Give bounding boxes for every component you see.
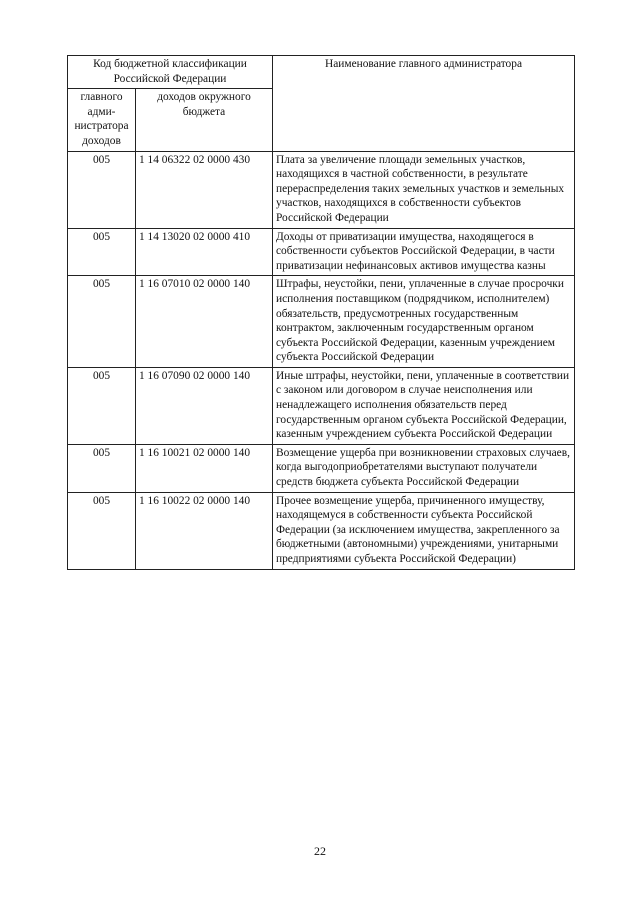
header-budget-code-group: Код бюджетной классификации Российской Федерации [68,56,273,89]
table-row [68,444,575,492]
income-code-cell: 1 14 13020 02 0000 410 [136,228,273,276]
table-row [68,276,575,368]
admin-code-cell: 005 [68,492,136,569]
table-row [68,492,575,569]
income-code-cell: 1 14 06322 02 0000 430 [136,151,273,228]
administrator-name-cell: Возмещение ущерба при возникновении страховых случаев, когда выгодоприобретателями выступают получатели средств бюджета субъекта Российской Федерации [273,444,575,492]
admin-code-cell: 005 [68,367,136,444]
table-header-row-1 [68,56,575,89]
administrator-name-cell: Плата за увеличение площади земельных участков, находящихся в частной собственности, в результате перераспределения таких земельных участков и земельных участков, находящихся в собственности субъектов Российской Федерации [273,151,575,228]
budget-classification-table [67,55,575,570]
admin-code-cell: 005 [68,228,136,276]
income-code-cell: 1 16 07090 02 0000 140 [136,367,273,444]
income-code-cell: 1 16 10021 02 0000 140 [136,444,273,492]
admin-code-cell: 005 [68,151,136,228]
admin-code-cell: 005 [68,444,136,492]
administrator-name-cell: Штрафы, неустойки, пени, уплаченные в случае просрочки исполнения поставщиком (подрядчиком, исполнителем) обязательств, предусмотренных государственным контрактом, заключенным государственным органом субъекта Российской Федерации, казенным учреждением субъекта Российской Федерации [273,276,575,368]
header-administrator-name: Наименование главного администратора [273,56,575,152]
page-number: 22 [314,844,326,858]
administrator-name-cell: Прочее возмещение ущерба, причиненного имуществу, находящемуся в собственности субъекта Российской Федерации (за исключением имущества, закрепленного за бюджетными (автономными) учреждениями, унитарными предприятиями субъекта Российской Федерации) [273,492,575,569]
income-code-cell: 1 16 07010 02 0000 140 [136,276,273,368]
header-district-budget-income: доходов окружного бюджета [136,89,273,151]
admin-code-cell: 005 [68,276,136,368]
table-row [68,228,575,276]
administrator-name-cell: Иные штрафы, неустойки, пени, уплаченные в соответствии с законом или договором в случае неисполнения или ненадлежащего исполнения обязательств перед государственным органом субъекта Российской Федерации, казенным учреждением субъекта Российской Федерации [273,367,575,444]
income-code-cell: 1 16 10022 02 0000 140 [136,492,273,569]
administrator-name-cell: Доходы от приватизации имущества, находящегося в собственности субъектов Российской Федерации, в части приватизации нефинансовых активов имущества казны [273,228,575,276]
table-row [68,151,575,228]
table-row [68,367,575,444]
header-main-administrator: главного адми-нистратора доходов [68,89,136,151]
